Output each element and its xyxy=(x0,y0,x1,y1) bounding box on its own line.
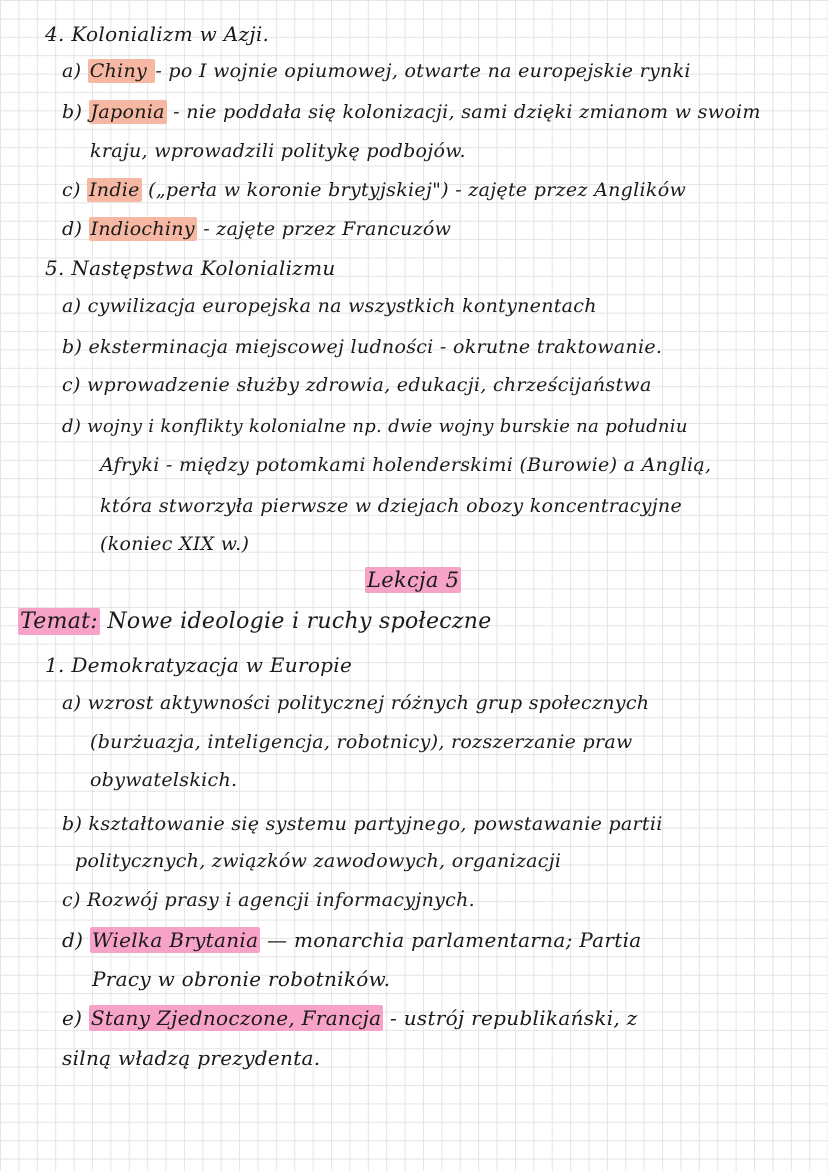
topic-line xyxy=(18,611,492,633)
list-item: d) Indiochiny - zajęte przez Francuzów xyxy=(62,218,452,240)
list-item: b) Japonia - nie poddała się kolonizacji, sami dzięki zmianom w swoim xyxy=(62,101,761,123)
list-item: a) cywilizacja europejska na wszystkich kontynentach xyxy=(62,295,597,317)
highlight-japonia: Japonia xyxy=(90,101,165,123)
list-item-continuation: która stworzyła pierwsze w dziejach obozy koncentracyjne xyxy=(100,495,683,517)
list-item-continuation: kraju, wprowadzili politykę podbojów. xyxy=(90,140,466,162)
section-4-heading: 4. Kolonializm w Azji. xyxy=(45,22,270,46)
highlight-chiny: Chiny xyxy=(89,60,154,82)
list-item: a) wzrost aktywności politycznej różnych grup społecznych xyxy=(62,692,650,714)
list-item-continuation: silną władzą prezydenta. xyxy=(62,1046,321,1070)
list-item-continuation: (koniec XIX w.) xyxy=(100,533,250,555)
highlight-indie: Indie xyxy=(89,179,140,201)
topic-text: Nowe ideologie i ruchy społeczne xyxy=(100,609,492,634)
topic-label: Temat: xyxy=(20,609,99,634)
list-item-continuation: (burżuazja, inteligencja, robotnicy), rozszerzanie praw xyxy=(90,731,633,753)
list-item: c) wprowadzenie służby zdrowia, edukacji, chrześcijaństwa xyxy=(62,374,652,396)
highlight-wielka-brytania: Wielka Brytania xyxy=(91,928,259,952)
list-item: b) kształtowanie się systemu partyjnego, powstawanie partii xyxy=(62,813,663,835)
point-1-heading: 1. Demokratyzacja w Europie xyxy=(45,653,353,677)
list-item-continuation: Pracy w obronie robotników. xyxy=(92,967,391,991)
highlight-indiochiny: Indiochiny xyxy=(90,218,195,240)
list-item: c) Indie („perła w koronie brytyjskiej") - zajęte przez Anglików xyxy=(62,179,687,201)
list-item: d) Wielka Brytania — monarchia parlamentarna; Partia xyxy=(62,928,642,952)
list-item: b) eksterminacja miejscowej ludności - okrutne traktowanie. xyxy=(62,336,663,358)
list-item: a) Chiny - po I wojnie opiumowej, otwarte na europejskie rynki xyxy=(62,60,691,82)
section-5-heading: 5. Następstwa Kolonializmu xyxy=(45,256,336,280)
lesson-title: Lekcja 5 xyxy=(367,568,460,592)
list-item: d) wojny i konflikty kolonialne np. dwie wojny burskie na południu xyxy=(62,416,688,437)
highlight-stany-zjednoczone-francja: Stany Zjednoczone, Francja xyxy=(90,1006,382,1030)
list-item-continuation: politycznych, związków zawodowych, organizacji xyxy=(75,850,562,872)
list-item-continuation: obywatelskich. xyxy=(90,769,238,791)
list-item: c) Rozwój prasy i agencji informacyjnych. xyxy=(62,889,475,911)
list-item-continuation: Afryki - między potomkami holenderskimi (Burowie) a Anglią, xyxy=(100,454,712,476)
list-item: e) Stany Zjednoczone, Francja - ustrój republikański, z xyxy=(62,1006,638,1030)
